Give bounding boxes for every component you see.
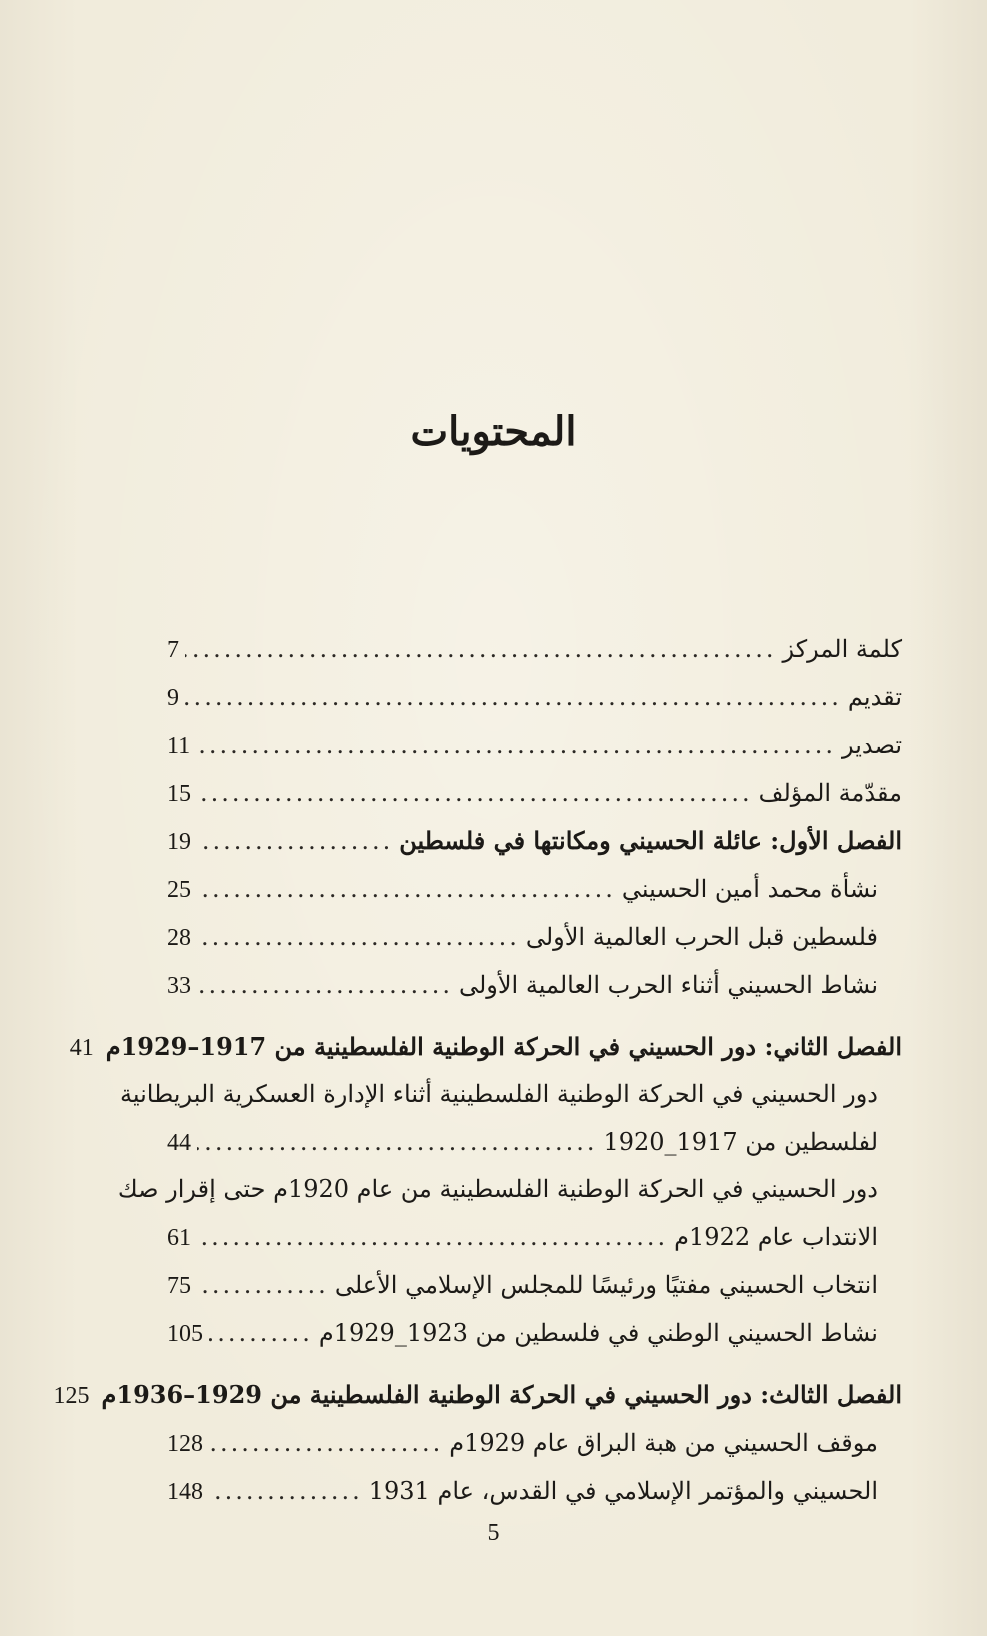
dot-leader — [197, 769, 753, 817]
toc-entry-page: 148 — [167, 1479, 203, 1505]
toc-entry-label: نشاط الحسيني الوطني في فلسطين من 1923_1929م — [318, 1319, 878, 1347]
dot-leader — [196, 721, 836, 769]
toc-entry[interactable] — [167, 721, 902, 769]
toc-subentry-line2[interactable] — [167, 1213, 902, 1261]
dot-leader — [197, 817, 393, 865]
toc-entry-page: 25 — [167, 877, 191, 903]
dot-leader — [197, 1213, 668, 1261]
toc-entry-page: 105 — [167, 1321, 203, 1347]
dot-leader — [209, 1419, 443, 1467]
toc-entry-page: 28 — [167, 925, 191, 951]
page-title: المحتويات — [410, 408, 577, 455]
toc-entry-label: دور الحسيني في الحركة الوطنية الفلسطينية من عام 1920م حتى إقرار صك — [117, 1175, 878, 1203]
table-of-contents — [53, 625, 902, 1515]
toc-entry-label: موقف الحسيني من هبة البراق عام 1929م — [449, 1429, 878, 1457]
toc-chapter-label: الفصل الثالث: دور الحسيني في الحركة الوطنية الفلسطينية من 1929–1936م — [101, 1380, 902, 1409]
toc-subentry[interactable] — [167, 865, 902, 913]
toc-entry-label: الانتداب عام 1922م — [674, 1223, 878, 1251]
toc-entry-label: تقديم — [847, 683, 902, 711]
toc-entry-label: كلمة المركز — [782, 635, 902, 663]
toc-entry-page: 61 — [167, 1225, 191, 1251]
toc-entry-label: الحسيني والمؤتمر الإسلامي في القدس، عام 1931 — [368, 1477, 878, 1505]
toc-subentry[interactable] — [167, 1309, 902, 1357]
toc-entry-label: انتخاب الحسيني مفتيًا ورئيسًا للمجلس الإسلامي الأعلى — [334, 1271, 878, 1299]
toc-entry[interactable] — [167, 769, 902, 817]
toc-entry-label: دور الحسيني في الحركة الوطنية الفلسطينية أثناء الإدارة العسكرية البريطانية — [120, 1080, 878, 1108]
toc-entry-page: 11 — [167, 733, 191, 759]
section-gap — [167, 1357, 902, 1371]
dot-leader — [197, 1261, 329, 1309]
page-number: 5 — [487, 1520, 500, 1546]
dot-leader — [185, 625, 776, 673]
toc-entry-label: لفلسطين من 1917_1920 — [603, 1128, 878, 1156]
toc-chapter-entry[interactable] — [53, 1371, 902, 1419]
toc-entry[interactable] — [167, 673, 902, 721]
toc-entry-page: 33 — [167, 973, 191, 999]
toc-entry-page: 75 — [167, 1273, 191, 1299]
dot-leader — [185, 673, 842, 721]
toc-entry-page: 41 — [69, 1035, 94, 1061]
toc-subentry[interactable] — [167, 961, 902, 1009]
toc-entry-page: 15 — [167, 781, 191, 807]
toc-chapter-label: الفصل الثاني: دور الحسيني في الحركة الوطنية الفلسطينية من 1917–1929م — [105, 1032, 902, 1061]
toc-entry-label: تصدير — [841, 731, 902, 759]
toc-entry-label: فلسطين قبل الحرب العالمية الأولى — [525, 923, 878, 951]
toc-entry-page: 125 — [53, 1383, 90, 1409]
toc-entry-page: 19 — [167, 829, 191, 855]
toc-subentry[interactable] — [167, 1419, 902, 1467]
toc-subentry[interactable] — [167, 1261, 902, 1309]
toc-subentry-line1[interactable] — [117, 1166, 902, 1213]
dot-leader — [197, 865, 616, 913]
toc-entry-label: نشاط الحسيني أثناء الحرب العالمية الأولى — [458, 971, 878, 999]
toc-entry-page: 7 — [167, 637, 179, 663]
toc-chapter-label: الفصل الأول: عائلة الحسيني ومكانتها في فلسطين — [399, 826, 902, 855]
toc-subentry-line2[interactable] — [167, 1118, 902, 1166]
dot-leader — [197, 1118, 597, 1166]
toc-subentry[interactable] — [167, 1467, 902, 1515]
toc-entry-label: نشأة محمد أمين الحسيني — [621, 875, 878, 903]
toc-entry-page: 128 — [167, 1431, 203, 1457]
toc-chapter-entry[interactable] — [167, 817, 902, 865]
toc-entry-label: مقدّمة المؤلف — [758, 779, 902, 807]
section-gap — [167, 1009, 902, 1023]
toc-entry-page: 9 — [167, 685, 179, 711]
dot-leader — [209, 1309, 313, 1357]
dot-leader — [197, 961, 453, 1009]
dot-leader — [209, 1467, 363, 1515]
dot-leader — [197, 913, 520, 961]
toc-entry-page: 44 — [167, 1130, 191, 1156]
toc-entry[interactable] — [167, 625, 902, 673]
toc-chapter-entry[interactable] — [69, 1023, 902, 1071]
toc-subentry-line1[interactable] — [120, 1071, 902, 1118]
toc-subentry[interactable] — [167, 913, 902, 961]
